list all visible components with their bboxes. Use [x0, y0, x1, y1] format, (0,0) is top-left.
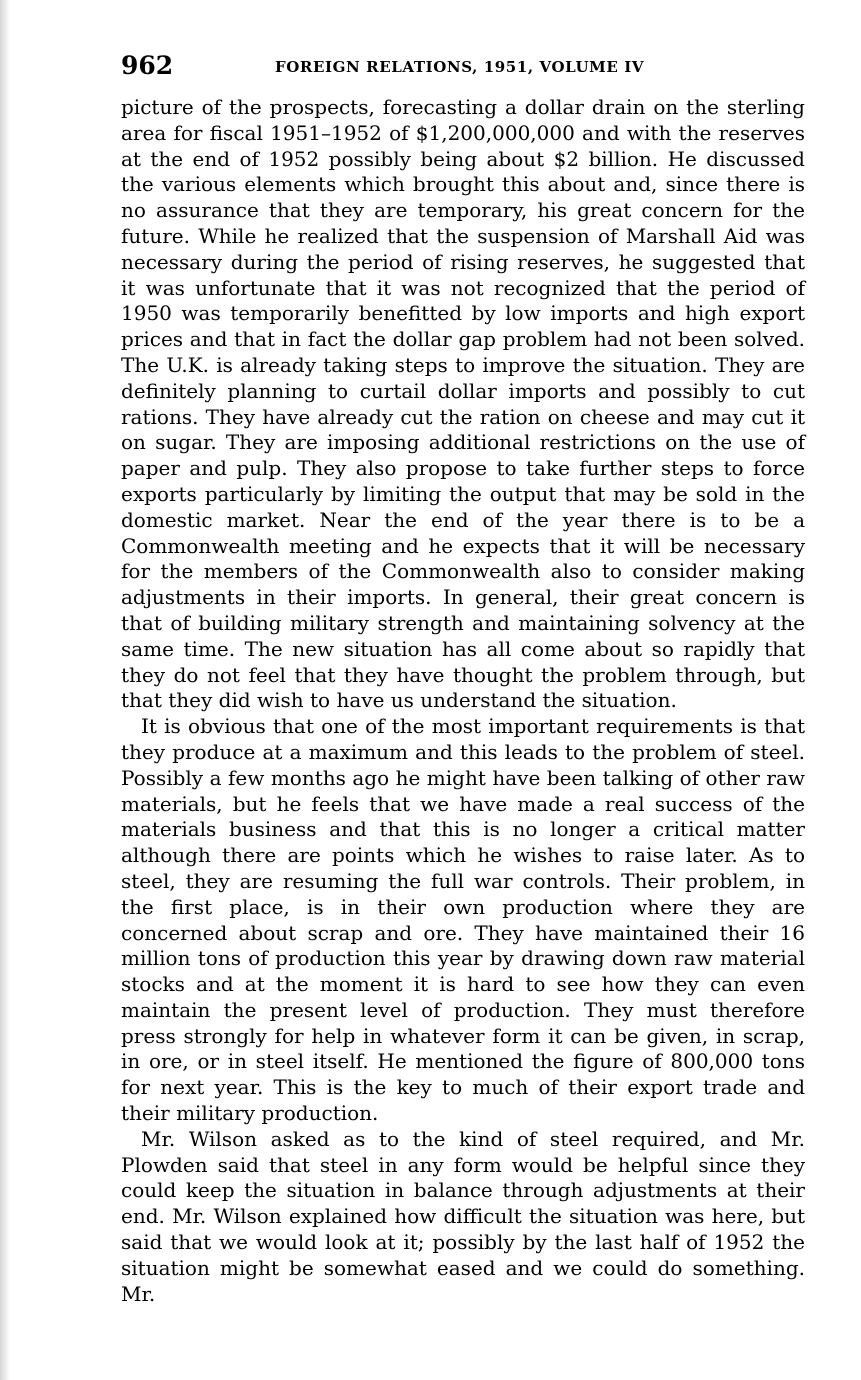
- paragraph-wilson-plowden: Mr. Wilson asked as to the kind of steel required, and Mr. Plowden said that steel in any form would be helpful since they could keep the situation in balance through adjustments at their end. Mr. Wilson explained how difficult the situation was here, but said that we would look at it; possibly by the last half of 1952 the situation might be somewhat eased and we could do something. Mr.: [121, 1126, 805, 1306]
- running-title: FOREIGN RELATIONS, 1951, VOLUME IV: [275, 58, 645, 76]
- body-text: [121, 95, 805, 1307]
- page-number: 962: [121, 51, 174, 80]
- page-edge-shadow: [0, 0, 10, 1380]
- paragraph-steel-requirements: It is obvious that one of the most important requirements is that they produce at a maximum and this leads to the problem of steel. Possibly a few months ago he might have been talking of other raw materials, but he feels that we have made a real success of the materials business and that this is no longer a critical matter although there are points which he wishes to raise later. As to steel, they are resuming the full war controls. Their problem, in the first place, is in their own production where they are concerned about scrap and ore. They have maintained their 16 million tons of production this year by drawing down raw material stocks and at the moment it is hard to see how they can even maintain the present level of production. They must therefore press strongly for help in whatever form it can be given, in scrap, in ore, or in steel itself. He mentioned the figure of 800,000 tons for next year. This is the key to much of their export trade and their military production.: [121, 714, 805, 1126]
- paragraph-continued: picture of the prospects, forecasting a dollar drain on the sterling area for fiscal 1951–1952 of $1,200,000,000 and with the reserves at the end of 1952 possibly being about $2 billion. He discussed the various elements which brought this about and, since there is no assurance that they are temporary, his great concern for the future. While he realized that the suspension of Marshall Aid was necessary during the period of rising reserves, he suggested that it was unfortunate that it was not recognized that the period of 1950 was temporarily benefitted by low imports and high export prices and that in fact the dollar gap problem had not been solved. The U.K. is already taking steps to improve the situation. They are definitely planning to curtail dollar imports and possibly to cut rations. They have already cut the ration on cheese and may cut it on sugar. They are imposing additional restrictions on the use of paper and pulp. They also propose to take further steps to force exports particularly by limiting the output that may be sold in the domestic market. Near the end of the year there is to be a Commonwealth meeting and he expects that it will be necessary for the members of the Commonwealth also to consider making adjustments in their imports. In general, their great concern is that of building military strength and maintaining solvency at the same time. The new situation has all come about so rapidly that they do not feel that they have thought the problem through, but that they did wish to have us understand the situation.: [121, 95, 805, 713]
- running-head: [121, 50, 805, 82]
